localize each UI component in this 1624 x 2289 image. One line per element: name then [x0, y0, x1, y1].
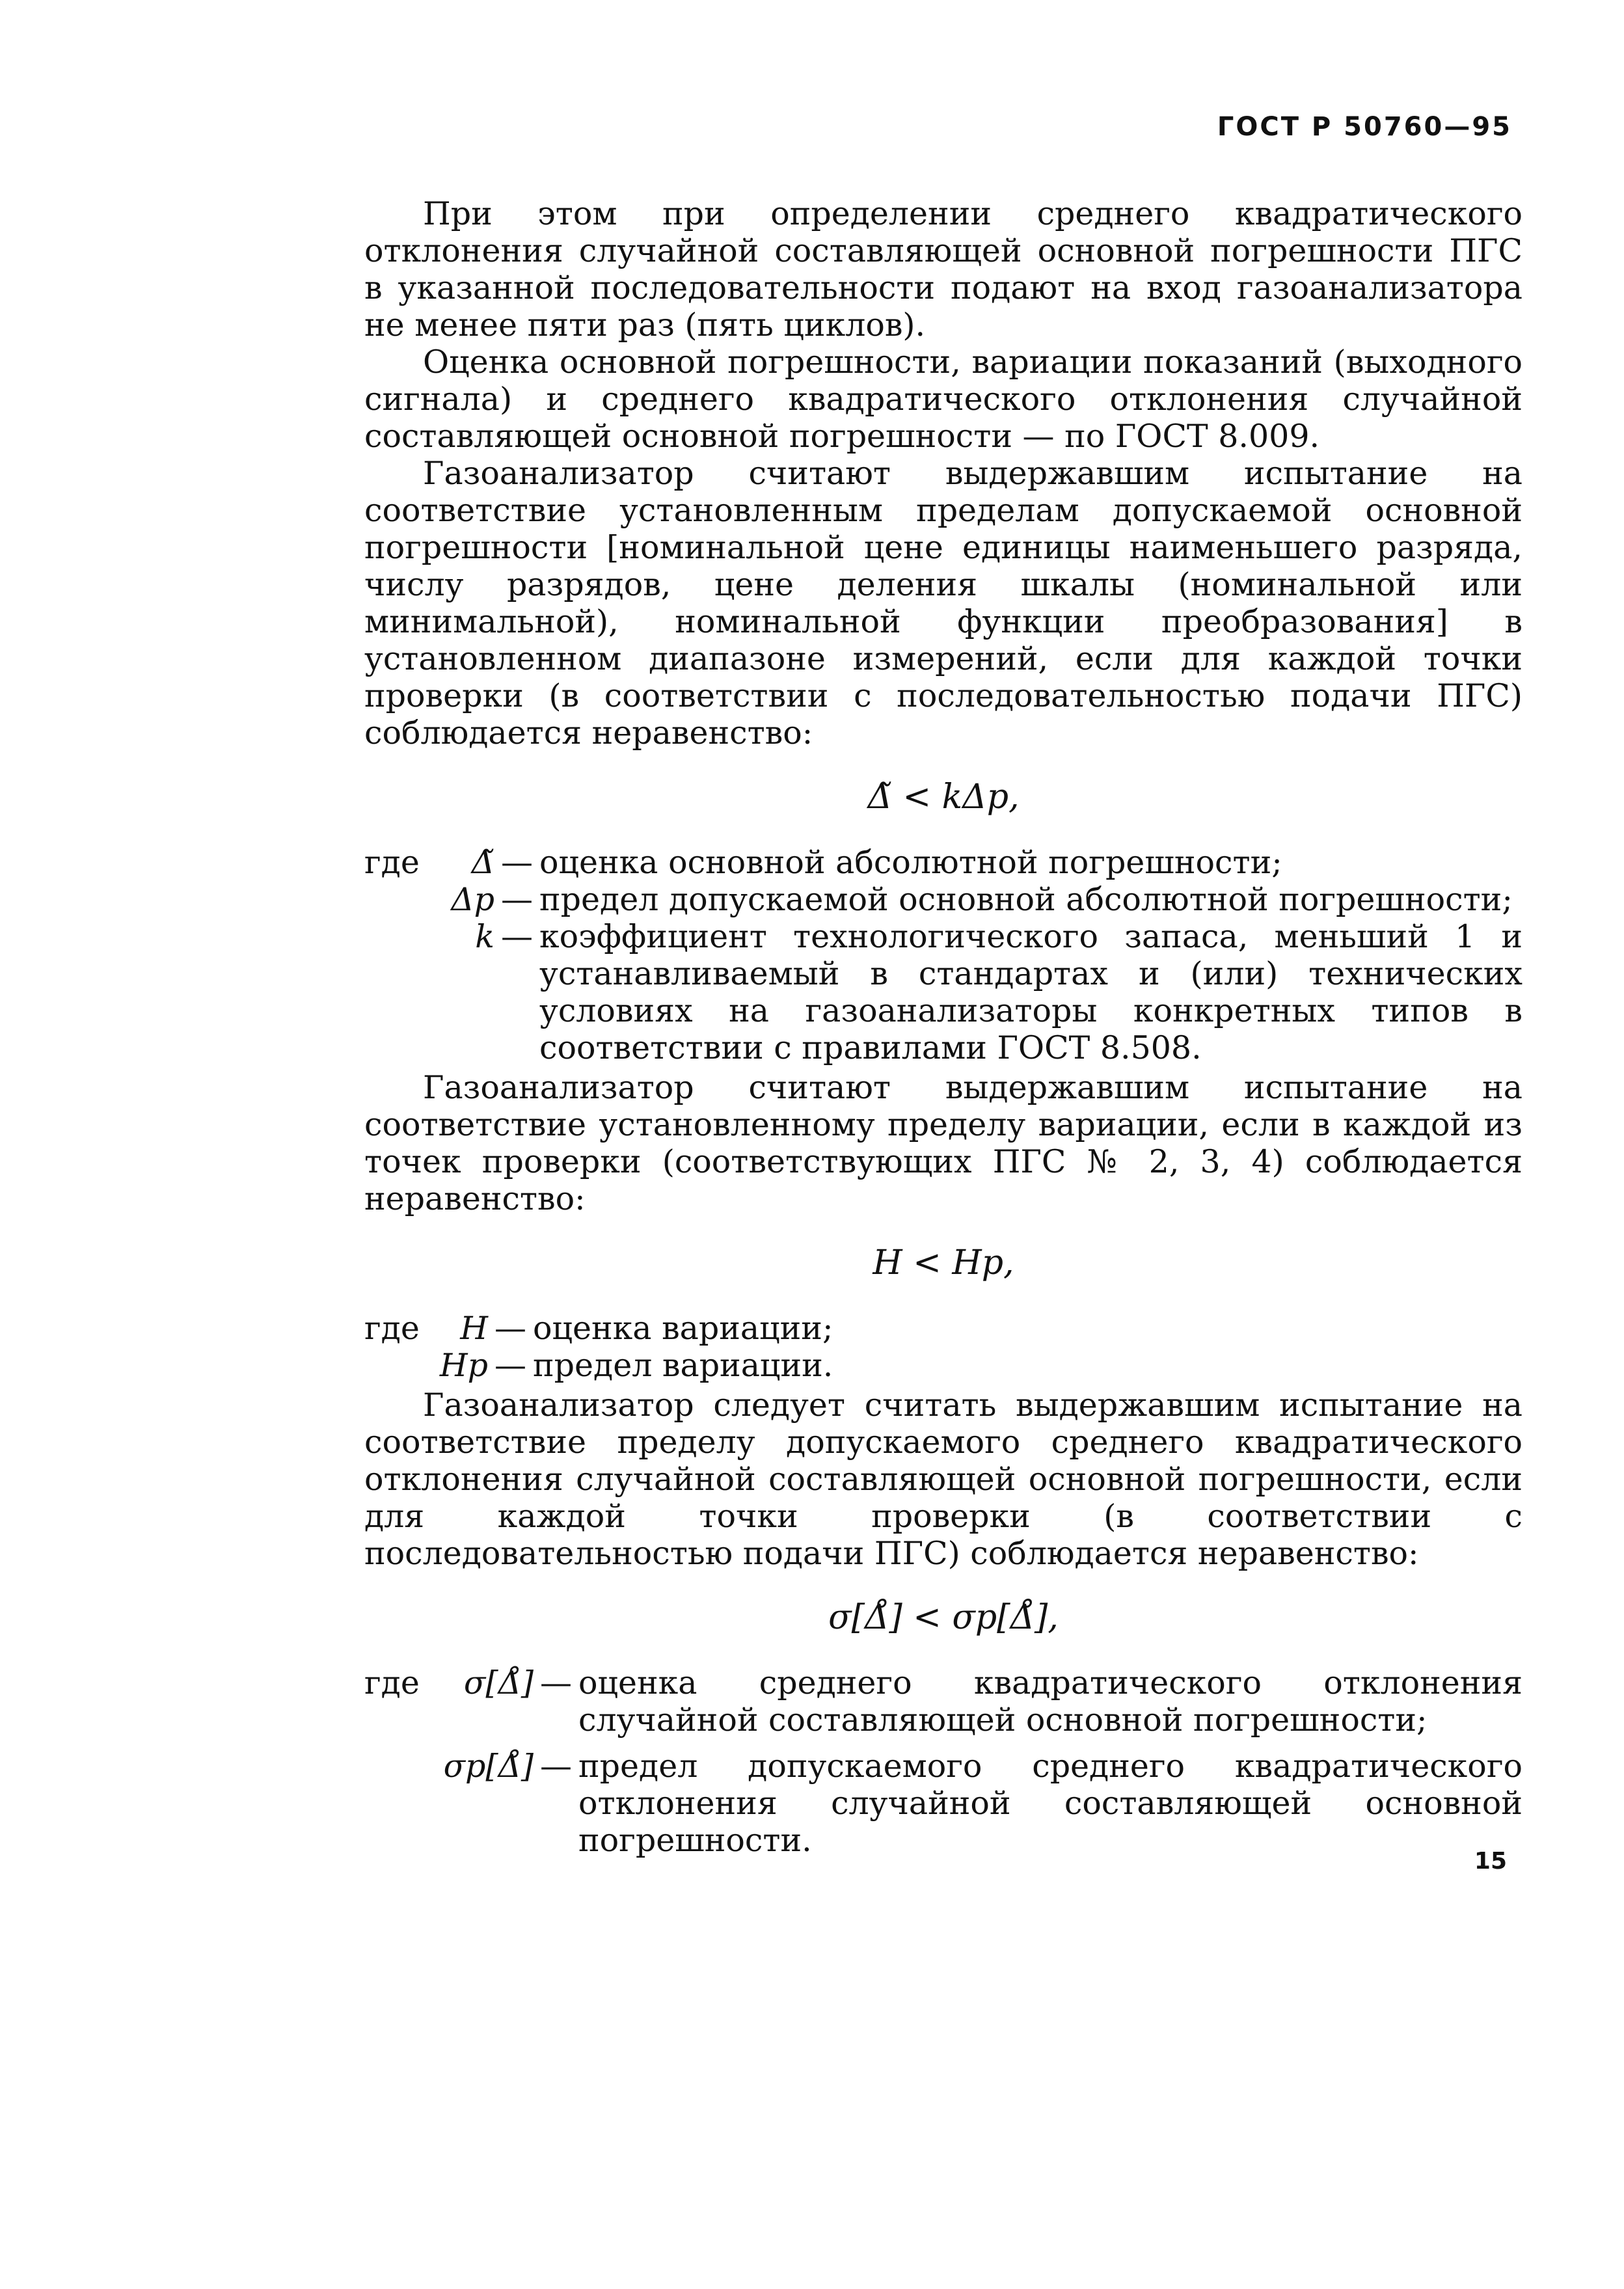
document-header: ГОСТ Р 50760—95 — [1217, 112, 1512, 142]
definition-symbol: k — [475, 918, 494, 955]
paragraph: Газоанализатор следует считать выдержавшим испытание на соответствие пределу допускаемого среднего квадратического отклонения случайной составляющей основной погрешности, если для каждой точки проверки (в соответствии с последовательностью подачи ПГС) соблюдается неравенство: — [364, 1387, 1522, 1572]
definition-text: оценка основной абсолютной погрешности; — [539, 844, 1282, 881]
definition-row: где H — оценка вариации; — [364, 1310, 1522, 1347]
definition-symbol: Δр — [451, 881, 494, 918]
definition-row: Hр — предел вариации. — [364, 1347, 1522, 1384]
formula-main-error: Δ̃ < kΔр, — [867, 778, 1020, 817]
definition-row: где Δ̃ — оценка основной абсолютной погрешности; — [364, 844, 1522, 881]
definition-row: где σ[Δ̊] — оценка среднего квадратического отклонения случайной составляющей основной погрешности; — [364, 1664, 1522, 1739]
definition-text: оценка среднего квадратического отклонения случайной составляющей основной погрешности; — [578, 1664, 1522, 1739]
definition-row: k — коэффициент технологического запаса, меньший 1 и устанавливаемый в стандартах и (или) технических условиях на газоанализаторы конкретных типов в соответствии с правилами ГОСТ 8.508. — [364, 918, 1522, 1066]
definition-text: коэффициент технологического запаса, меньший 1 и устанавливаемый в стандартах и (или) технических условиях на газоанализаторы конкретных типов в соответствии с правилами ГОСТ 8.508. — [539, 918, 1522, 1066]
formula-variation: H < Hр, — [873, 1243, 1014, 1282]
paragraph: Газоанализатор считают выдержавшим испытание на соответствие установленному пределу вариации, если в каждой из точек проверки (соответствующих ПГС № 2, 3, 4) соблюдается неравенство: — [364, 1069, 1522, 1217]
paragraph: При этом при определении среднего квадратического отклонения случайной составляющей основной погрешности ПГС в указанной последовательности подают на вход газоанализатора не менее пяти раз (пять циклов). — [364, 195, 1522, 344]
definition-symbol: Δ̃ — [471, 844, 494, 881]
definitions-main-error — [364, 844, 1522, 1066]
definition-text: оценка вариации; — [533, 1310, 833, 1347]
definition-symbol: σ[Δ̊] — [463, 1664, 534, 1701]
page-content — [364, 195, 1522, 1862]
formula-std-deviation: σ[Δ̊] < σр[Δ̊], — [828, 1598, 1059, 1637]
page-number: 15 — [1474, 1848, 1507, 1875]
definition-text: предел допускаемого среднего квадратического отклонения случайной составляющей основной погрешности. — [578, 1748, 1522, 1859]
definitions-std-deviation — [364, 1664, 1522, 1859]
definition-row: Δр — предел допускаемой основной абсолютной погрешности; — [364, 881, 1522, 918]
paragraph: Оценка основной погрешности, вариации показаний (выходного сигнала) и среднего квадратического отклонения случайной составляющей основной погрешности — по ГОСТ 8.009. — [364, 344, 1522, 455]
where-word: где — [364, 1310, 420, 1347]
definition-text: предел допускаемой основной абсолютной погрешности; — [539, 881, 1513, 918]
definition-symbol: H — [460, 1310, 488, 1347]
where-word: где — [364, 844, 420, 881]
definition-symbol: Hр — [439, 1347, 488, 1384]
definition-symbol: σр[Δ̊] — [443, 1748, 534, 1785]
definitions-variation — [364, 1310, 1522, 1384]
paragraph: Газоанализатор считают выдержавшим испытание на соответствие установленным пределам допускаемой основной погрешности [номинальной цене единицы наименьшего разряда, числу разрядов, цене деления шкалы (номинальной или минимальной), номинальной функции преобразования] в установленном диапазоне измерений, если для каждой точки проверки (в соответствии с последовательностью подачи ПГС) соблюдается неравенство: — [364, 455, 1522, 752]
definition-row: σр[Δ̊] — предел допускаемого среднего квадратического отклонения случайной составляющей основной погрешности. — [364, 1748, 1522, 1859]
definition-text: предел вариации. — [533, 1347, 833, 1384]
where-word: где — [364, 1664, 420, 1701]
